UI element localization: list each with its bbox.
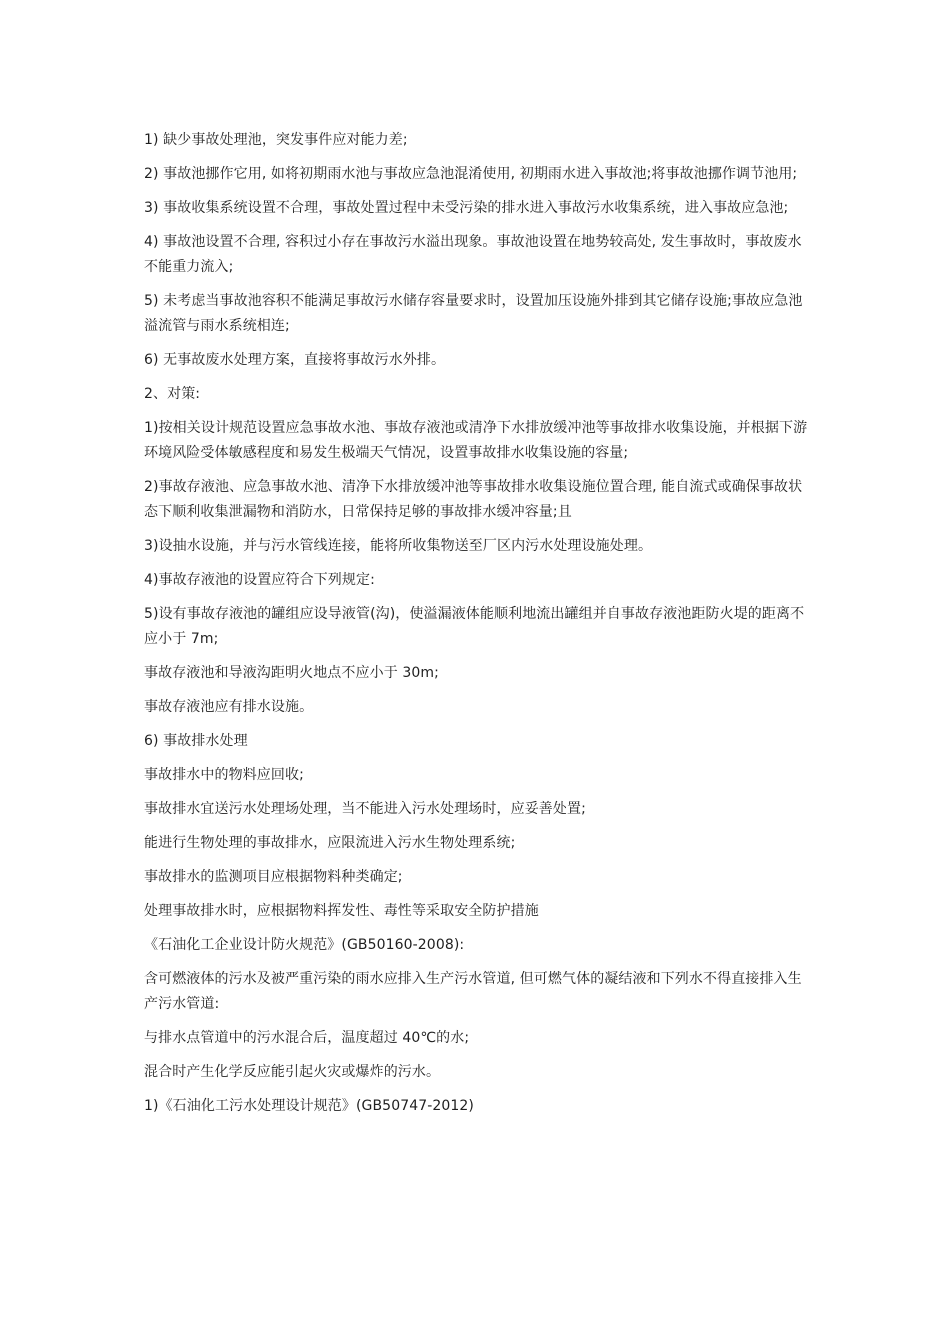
paragraph-drainage-rule: 事故存液池应有排水设施。 (144, 699, 314, 715)
paragraph-measure-2: 2)事故存液池、应急事故水池、清净下水排放缓冲池等事故排水收集设施位置合理, 能自流式或确保事故状态下顺利收集泄漏物和消防水，日常保持足够的事故排水缓冲容量;且 (144, 479, 803, 520)
paragraph-measure-3: 3)设抽水设施，并与污水管线连接，能将所收集物送至厂区内污水处理设施处理。 (144, 538, 653, 554)
paragraph-problem-5: 5) 未考虑当事故池容积不能满足事故污水储存容量要求时，设置加压设施外排到其它储存设施;事故应急池溢流管与雨水系统相连; (144, 293, 803, 334)
paragraph-sewer-rule: 含可燃液体的污水及被严重污染的雨水应排入生产污水管道, 但可燃气体的凝结液和下列水不得直接排入生产污水管道: (144, 971, 802, 1012)
paragraph-problem-3: 3) 事故收集系统设置不合理，事故处置过程中未受污染的排水进入事故污水收集系统，进入事故应急池; (144, 200, 789, 216)
paragraph-distance-rule: 事故存液池和导液沟距明火地点不应小于 30m; (144, 665, 439, 681)
paragraph-measure-6: 6) 事故排水处理 (144, 733, 248, 749)
paragraph-problem-6: 6) 无事故废水处理方案，直接将事故污水外排。 (144, 352, 446, 368)
paragraph-monitoring: 事故排水的监测项目应根据物料种类确定; (144, 869, 403, 885)
paragraph-temperature: 与排水点管道中的污水混合后，温度超过 40℃的水; (144, 1030, 470, 1046)
paragraph-safety: 处理事故排水时，应根据物料挥发性、毒性等采取安全防护措施 (144, 903, 539, 919)
paragraph-problem-1: 1) 缺少事故处理池，突发事件应对能力差; (144, 132, 408, 148)
paragraph-measure-4: 4)事故存液池的设置应符合下列规定: (144, 572, 375, 588)
document-body (144, 128, 812, 1128)
paragraph-biological: 能进行生物处理的事故排水，应限流进入污水生物处理系统; (144, 835, 516, 851)
paragraph-standard-gb50747: 1)《石油化工污水处理设计规范》(GB50747-2012) (144, 1098, 474, 1114)
paragraph-measure-5: 5)设有事故存液池的罐组应设导液管(沟)，使溢漏液体能顺利地流出罐组并自事故存液池距防火堤的距离不应小于 7m; (144, 606, 805, 647)
paragraph-treatment-plant: 事故排水宜送污水处理场处理，当不能进入污水处理场时，应妥善处置; (144, 801, 586, 817)
paragraph-recovery: 事故排水中的物料应回收; (144, 767, 304, 783)
paragraph-standard-gb50160: 《石油化工企业设计防火规范》(GB50160-2008): (144, 937, 465, 953)
paragraph-problem-4: 4) 事故池设置不合理, 容积过小存在事故污水溢出现象。事故池设置在地势较高处, 发生事故时，事故废水不能重力流入; (144, 234, 802, 275)
paragraph-reaction: 混合时产生化学反应能引起火灾或爆炸的污水。 (144, 1064, 441, 1080)
paragraph-measure-1: 1)按相关设计规范设置应急事故水池、事故存液池或清净下水排放缓冲池等事故排水收集设施，并根据下游环境风险受体敏感程度和易发生极端天气情况，设置事故排水收集设施的容量; (144, 420, 808, 461)
section-heading-countermeasures: 2、对策: (144, 386, 201, 402)
paragraph-problem-2: 2) 事故池挪作它用, 如将初期雨水池与事故应急池混淆使用, 初期雨水进入事故池;将事故池挪作调节池用; (144, 166, 798, 182)
